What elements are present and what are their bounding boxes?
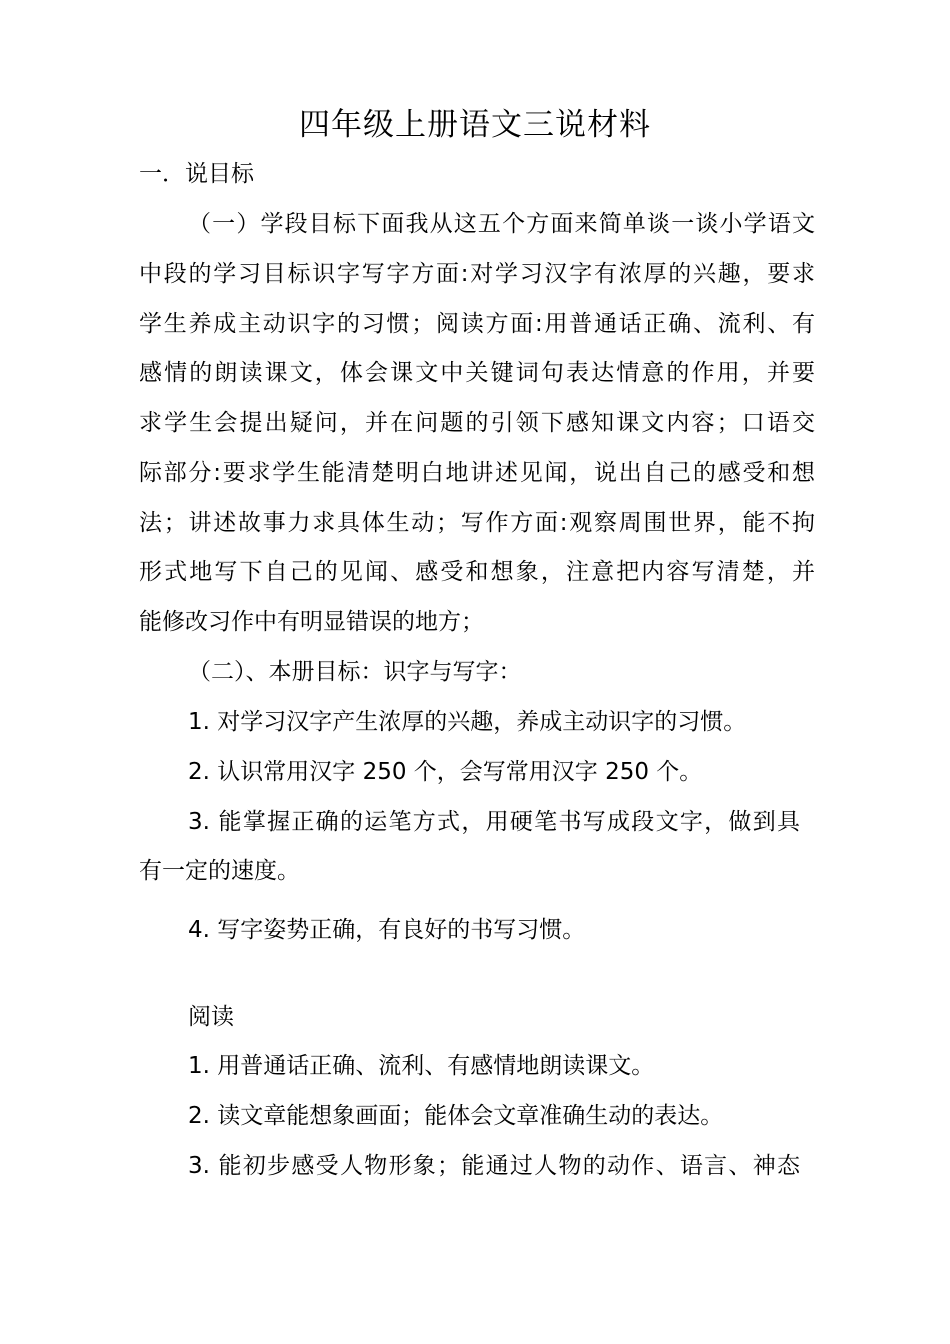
paragraph-line: 形式地写下自己的见闻、感受和想象，注意把内容写清楚，并: [139, 559, 815, 585]
list-item: 3. 能掌握正确的运笔方式，用硬笔书写成段文字，做到具: [188, 809, 800, 835]
list-item: 1. 用普通话正确、流利、有感情地朗读课文。: [188, 1053, 655, 1079]
section-heading-goals: 一．说目标: [139, 161, 254, 187]
list-item: 4. 写字姿势正确，有良好的书写习惯。: [188, 917, 586, 943]
list-item-continuation: 有一定的速度。: [139, 858, 300, 884]
paragraph-line: （一）学段目标下面我从这五个方面来简单谈一谈小学语文: [188, 211, 815, 237]
paragraph-line: 求学生会提出疑问，并在问题的引领下感知课文内容；口语交: [139, 410, 815, 436]
paragraph-line: 际部分:要求学生能清楚明白地讲述见闻，说出自己的感受和想: [139, 460, 815, 486]
paragraph-line: 学生养成主动识字的习惯；阅读方面:用普通话正确、流利、有: [139, 311, 815, 337]
list-item: 2. 认识常用汉字 250 个，会写常用汉字 250 个。: [188, 759, 703, 785]
list-item: 2. 读文章能想象画面；能体会文章准确生动的表达。: [188, 1103, 724, 1129]
list-item: 3. 能初步感受人物形象；能通过人物的动作、语言、神态: [188, 1153, 800, 1179]
paragraph-line: 中段的学习目标识字写字方面:对学习汉字有浓厚的兴趣，要求: [139, 261, 815, 287]
paragraph-line: 法；讲述故事力求具体生动；写作方面:观察周围世界，能不拘: [139, 510, 815, 536]
paragraph-line: 感情的朗读课文，体会课文中关键词句表达情意的作用，并要: [139, 360, 815, 386]
reading-heading: 阅读: [188, 1004, 234, 1030]
subsection-heading-book-goals: （二）、本册目标：识字与写字：: [188, 659, 522, 685]
list-item: 1. 对学习汉字产生浓厚的兴趣，养成主动识字的习惯。: [188, 709, 747, 735]
document-title: 四年级上册语文三说材料: [299, 107, 651, 143]
paragraph-line: 能修改习作中有明显错误的地方；: [139, 609, 484, 635]
